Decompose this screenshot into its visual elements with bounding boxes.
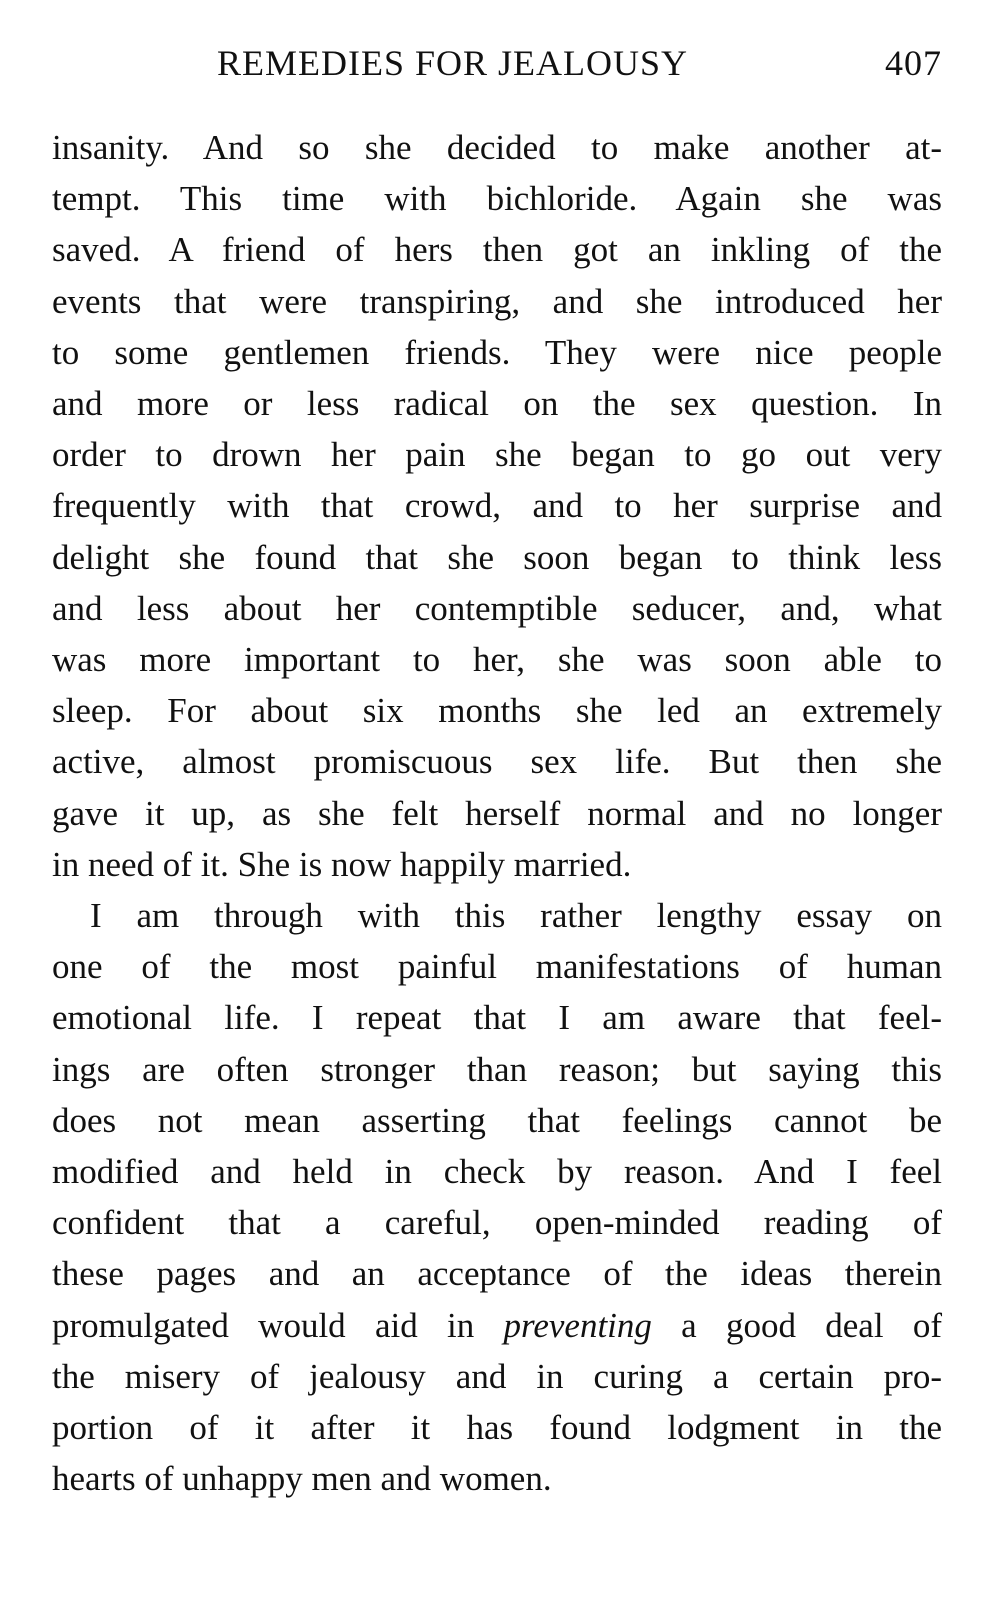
text-line: and more or less radical on the sex question. In [52, 384, 942, 424]
text-line: delight she found that she soon began to think less [52, 537, 942, 577]
text-line: events that were transpiring, and she introduced her [52, 281, 942, 321]
text-line: insanity. And so she decided to make another at- [52, 128, 942, 167]
page-header [52, 30, 942, 92]
text-line: was more important to her, she was soon able to [52, 640, 942, 680]
text-line: frequently with that crowd, and to her surprise and [52, 486, 942, 526]
running-head: REMEDIES FOR JEALOUSY [217, 43, 689, 83]
text-line: saved. A friend of hers then got an inkling of the [52, 230, 942, 270]
text-line: and less about her contemptible seducer, and, what [52, 588, 942, 628]
text-line: emotional life. I repeat that I am aware that feel- [52, 998, 942, 1038]
page-number: 407 [885, 43, 942, 83]
text-line: modified and held in check by reason. And I feel [52, 1152, 942, 1192]
body-text [52, 122, 942, 1504]
text-segment: a good deal of [651, 1305, 942, 1345]
paragraph-2 [52, 890, 942, 1504]
text-line: order to drown her pain she began to go out very [52, 435, 942, 475]
text-line: ings are often stronger than reason; but saying this [52, 1049, 942, 1089]
text-line: does not mean asserting that feelings cannot be [52, 1100, 942, 1140]
paragraph-1 [52, 122, 942, 890]
text-line: tempt. This time with bichloride. Again she was [52, 179, 942, 219]
book-page [52, 30, 942, 1504]
text-line: hearts of unhappy men and women. [52, 1459, 552, 1499]
text-line: active, almost promiscuous sex life. But then she [52, 742, 942, 782]
text-line-with-italic [52, 1300, 942, 1351]
text-line: sleep. For about six months she led an extremely [52, 691, 942, 731]
text-segment: promulgated would aid in [52, 1305, 504, 1345]
text-line: the misery of jealousy and in curing a certain pro- [52, 1356, 942, 1396]
text-line: in need of it. She is now happily married. [52, 844, 632, 884]
text-line: portion of it after it has found lodgment in the [52, 1408, 942, 1448]
text-line: to some gentlemen friends. They were nice people [52, 332, 942, 372]
text-line: confident that a careful, open-minded reading of [52, 1203, 942, 1243]
text-line: I am through with this rather lengthy essay on [90, 896, 942, 936]
text-line: one of the most painful manifestations of human [52, 947, 942, 987]
text-line: gave it up, as she felt herself normal and no longer [52, 793, 942, 833]
text-line: these pages and an acceptance of the ideas therein [52, 1254, 942, 1294]
italic-emphasis: preventing [503, 1305, 652, 1345]
